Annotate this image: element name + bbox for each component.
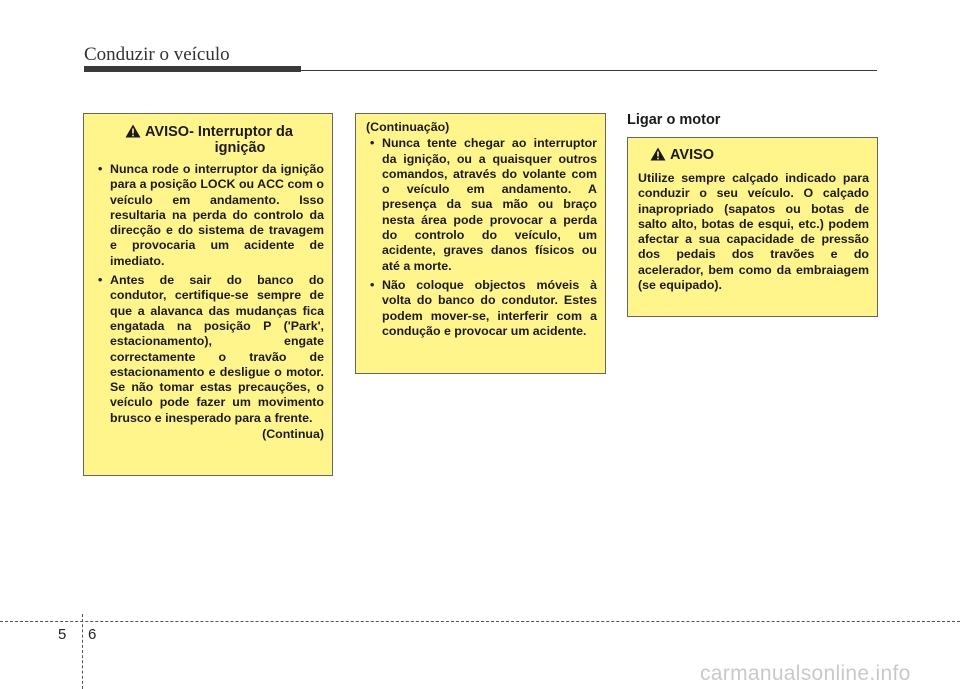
- watermark-text: carmanualsonline.info: [700, 662, 911, 685]
- section-heading: Ligar o motor: [627, 112, 721, 128]
- warning-body-text: Utilize sempre calçado indicado para conduzir o seu veículo. O calçado inapropriado (sapatos ou botas de salto alto, botas de esqui, etc.) podem afectar a sua capacidade de pressão dos pedais dos travões e do acelerador, bem como da embraiagem (se equipado).: [638, 171, 869, 293]
- page-divider-vertical: [82, 614, 83, 689]
- warning-title: [94, 124, 324, 140]
- page-chapter-number: 5: [58, 626, 67, 643]
- list-item: • Não coloque objectos móveis à volta do banco do condutor. Estes podem mover-se, interferir com a condução e provocar um acidente.: [366, 278, 597, 339]
- warning-box-footwear: [627, 137, 878, 317]
- page-header-title: Conduzir o veículo: [84, 44, 230, 65]
- page-divider-horizontal: [0, 621, 960, 622]
- warning-title: [650, 147, 869, 163]
- continua-label: (Continua): [262, 427, 324, 442]
- list-item: • Antes de sair do banco do condutor, certifique-se sempre de que a alavanca das mudanças fica engatada na posição P ('Park', estacionamento), engate correctamente o travão de estacionamento e desligue o motor. Se não tomar estas precauções, o veículo pode fazer um movimento brusco e inesperado para a frente.: [94, 273, 324, 426]
- list-item: • Nunca tente chegar ao interruptor da ignição, ou a quaisquer outros comandos, através do volante com o veículo em andamento. A presença da sua mão ou braço nesta área pode provocar a perda do controlo do veículo, um acidente, graves danos físicos ou até a morte.: [366, 136, 597, 274]
- continuacao-label: (Continuação): [366, 120, 450, 134]
- warning-box-ignition: [83, 113, 333, 476]
- list-item: • Nunca rode o interruptor da ignição para a posição LOCK ou ACC com o veículo em andamento. Isso resultaria na perda do controlo da direcção e do sistema de travagem e provocaria um acidente de imediato.: [94, 162, 324, 269]
- warning-title-text: AVISO: [670, 147, 715, 163]
- warning-box-continuation: [355, 113, 606, 374]
- header-rule-thin: [301, 70, 877, 71]
- warning-title-rest: - Interruptor da: [189, 124, 293, 140]
- warning-list: [94, 162, 324, 426]
- warning-triangle-icon: [125, 124, 141, 138]
- warning-title-line2: ignição: [214, 140, 266, 156]
- warning-triangle-icon: [650, 147, 666, 161]
- warning-title-prefix: AVISO: [145, 124, 190, 140]
- page-number: 6: [88, 626, 97, 643]
- warning-list: [366, 136, 597, 339]
- header-rule-thick: [84, 66, 301, 72]
